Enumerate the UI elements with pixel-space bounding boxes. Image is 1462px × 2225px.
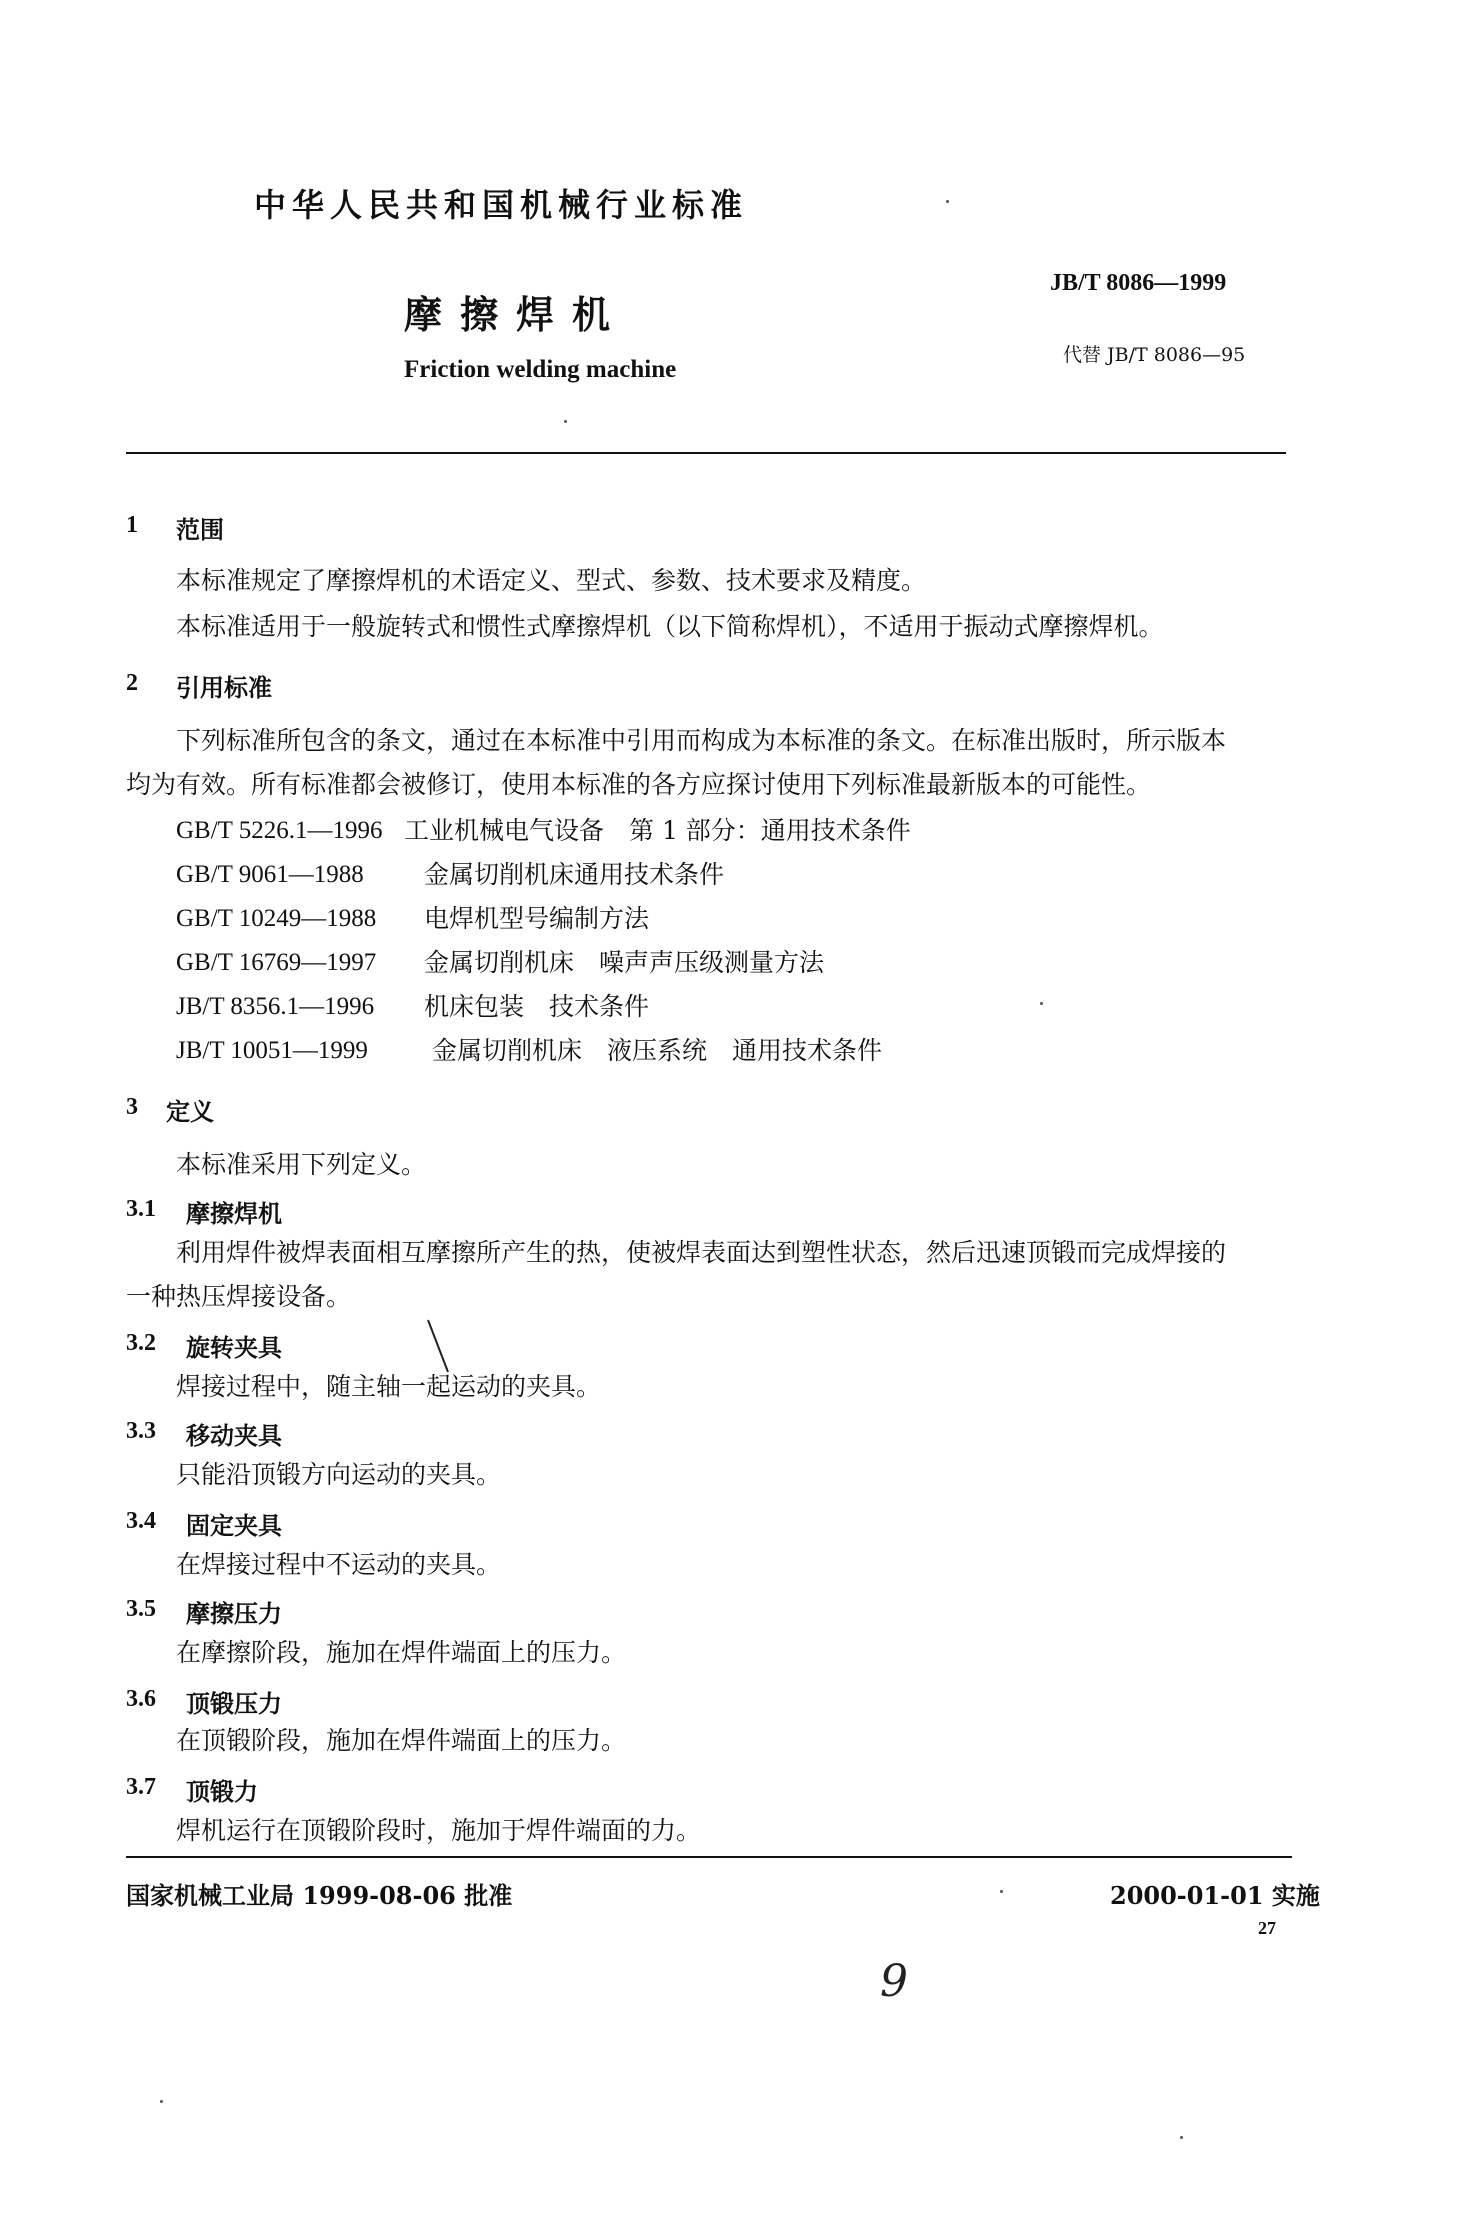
- paragraph: 本标准适用于一般旋转式和惯性式摩擦焊机（以下简称焊机），不适用于振动式摩擦焊机。: [176, 612, 1164, 641]
- scan-speck: [564, 420, 567, 423]
- section-number: 3: [126, 1094, 138, 1120]
- scan-speck: [160, 2100, 163, 2103]
- reference-title: 金属切削机床 液压系统 通用技术条件: [432, 1036, 883, 1065]
- replaces-code: 代替 JB/T 8086—95: [1063, 344, 1246, 366]
- paragraph: 本标准采用下列定义。: [176, 1150, 427, 1179]
- standard-code: JB/T 8086—1999: [1050, 270, 1227, 296]
- definition-number: 3.2: [126, 1330, 156, 1356]
- definition-term: 移动夹具: [186, 1421, 282, 1450]
- definition-number: 3.6: [126, 1686, 156, 1712]
- reference-title: 工业机械电气设备 第 1 部分：通用技术条件: [404, 816, 911, 845]
- page-number: 27: [1258, 1918, 1276, 1938]
- scan-speck: [1040, 1002, 1043, 1005]
- definition-text: 只能沿顶锻方向运动的夹具。: [176, 1460, 502, 1489]
- definition-number: 3.5: [126, 1596, 156, 1622]
- definition-term: 旋转夹具: [186, 1333, 282, 1362]
- standard-class-heading: 中华人民共和国机械行业标准: [254, 186, 749, 224]
- reference-title: 机床包装 技术条件: [424, 992, 650, 1021]
- paragraph: 本标准规定了摩擦焊机的术语定义、型式、参数、技术要求及精度。: [176, 566, 927, 595]
- reference-code: GB/T 16769—1997: [176, 949, 377, 976]
- definition-number: 3.4: [126, 1508, 156, 1534]
- paragraph: 均为有效。所有标准都会被修订，使用本标准的各方应探讨使用下列标准最新版本的可能性。: [126, 770, 1152, 799]
- definition-text: 在摩擦阶段，施加在焊件端面上的压力。: [176, 1638, 627, 1667]
- reference-title: 金属切削机床通用技术条件: [424, 860, 725, 889]
- approval-line: 国家机械工业局 1999-08-06 批准: [126, 1881, 513, 1910]
- section-number: 2: [126, 670, 138, 696]
- definition-number: 3.1: [126, 1196, 156, 1222]
- definition-number: 3.7: [126, 1774, 156, 1800]
- section-number: 1: [126, 512, 138, 538]
- scan-speck: [1000, 1890, 1003, 1893]
- definition-text: 焊接过程中，随主轴一起运动的夹具。: [176, 1372, 602, 1401]
- footer-divider: [126, 1856, 1292, 1858]
- definition-term: 摩擦压力: [186, 1599, 282, 1628]
- definition-term: 固定夹具: [186, 1511, 282, 1540]
- definition-text: 一种热压焊接设备。: [126, 1282, 352, 1311]
- scan-speck: [946, 200, 949, 203]
- section-title: 范围: [176, 515, 224, 544]
- definition-text: 在顶锻阶段，施加在焊件端面上的压力。: [176, 1726, 627, 1755]
- reference-code: GB/T 9061—1988: [176, 861, 364, 888]
- reference-code: GB/T 10249—1988: [176, 905, 377, 932]
- definition-term: 摩擦焊机: [186, 1199, 282, 1228]
- reference-title: 电焊机型号编制方法: [424, 904, 650, 933]
- reference-code: JB/T 10051—1999: [176, 1037, 368, 1064]
- handwritten-page-mark: 9: [880, 1956, 908, 2007]
- reference-code: JB/T 8356.1—1996: [176, 993, 375, 1020]
- title-chinese: 摩擦焊机: [404, 292, 629, 337]
- header-divider: [126, 452, 1286, 454]
- definition-text: 在焊接过程中不运动的夹具。: [176, 1550, 502, 1579]
- reference-code: GB/T 5226.1—1996: [176, 817, 383, 844]
- paragraph: 下列标准所包含的条文，通过在本标准中引用而构成为本标准的条文。在标准出版时，所示版本: [176, 726, 1227, 755]
- pen-stroke-mark: [424, 1316, 454, 1376]
- reference-title: 金属切削机床 噪声声压级测量方法: [424, 948, 825, 977]
- definition-term: 顶锻力: [186, 1777, 258, 1806]
- definition-number: 3.3: [126, 1418, 156, 1444]
- scan-speck: [1180, 2136, 1183, 2139]
- definition-term: 顶锻压力: [186, 1689, 282, 1718]
- title-english: Friction welding machine: [404, 356, 677, 383]
- section-title: 引用标准: [176, 673, 272, 702]
- definition-text: 焊机运行在顶锻阶段时，施加于焊件端面的力。: [176, 1816, 702, 1845]
- section-title: 定义: [166, 1097, 214, 1126]
- definition-text: 利用焊件被焊表面相互摩擦所产生的热，使被焊表面达到塑性状态，然后迅速顶锻而完成焊接的: [176, 1238, 1227, 1267]
- effective-date: 2000-01-01 实施: [1110, 1881, 1320, 1910]
